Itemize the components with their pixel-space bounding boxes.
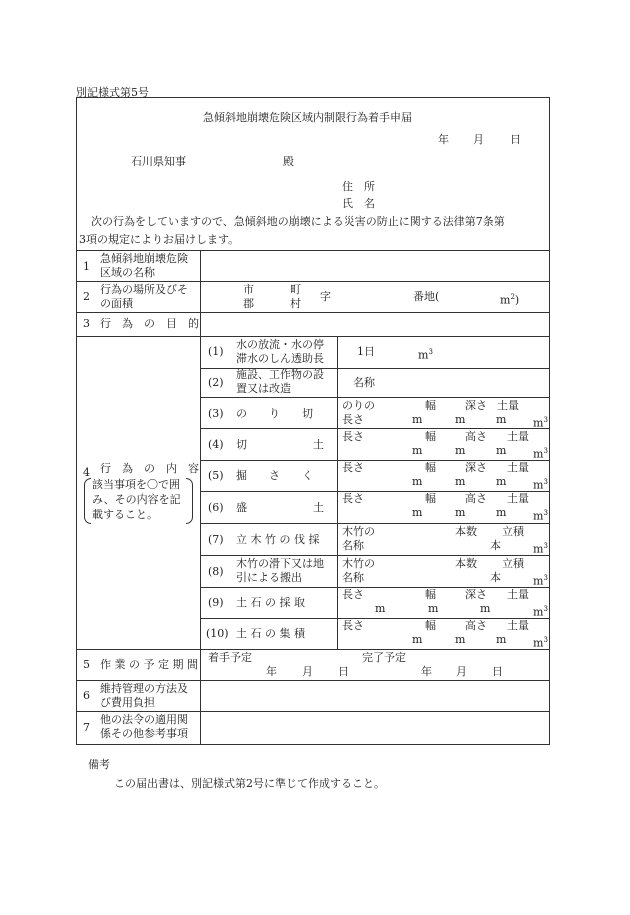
item9-num: (9) [208,596,224,609]
detail7-name: 名称 [342,539,364,552]
detail10-u3: m [496,633,507,646]
honorific: 殿 [283,155,294,168]
row2-gun: 郡 [243,297,254,310]
detail5-u1: m [412,475,423,488]
row6-label-2: び費用負担 [100,696,155,709]
detail1-day: 1日 [357,345,375,358]
remarks-text: この届出書は、別記様式第2号に準じて作成すること。 [114,777,385,790]
detail10-vol: 土量 [507,619,529,632]
detail6-u3: m [496,506,507,519]
detail6-u1: m [412,506,423,519]
item3-label: の り 切 [236,407,313,420]
item1-num: (1) [208,345,224,358]
detail3-u1: m [412,413,423,426]
detail3-u2: m [455,413,466,426]
row5-end-m: 月 [456,665,467,678]
detail7-vol: 立積 [502,525,524,538]
detail9-len: 長さ [342,588,364,601]
detail4-height: 高さ [465,430,487,443]
detail9-u4: $m^3$ [533,605,548,619]
item9-label: 土 石 の 採 取 [236,596,305,609]
detail9-u1: m [375,602,386,615]
detail6-u2: m [455,506,466,519]
row2-area-unit: $m^2$) [500,293,520,307]
row5-end-y: 年 [421,665,432,678]
name-label: 氏 名 [342,197,375,210]
detail3-depth: 深さ [465,399,487,412]
row4-label: 行 為 の 内 容 [100,462,199,475]
item2-label-2: 置又は改造 [236,382,291,395]
detail8-name: 名称 [342,571,364,584]
row5-end-d: 日 [492,665,503,678]
detail5-len: 長さ [342,461,364,474]
detail9-u3: m [480,602,491,615]
row6-num: 6 [83,689,90,702]
date-month: 月 [473,133,484,146]
detail8-a: 木竹の [342,557,375,570]
item10-label: 土 石 の 集 積 [236,627,305,640]
row5-start-d: 日 [338,665,349,678]
detail7-count: 本数 [455,525,477,538]
row5-start-m: 月 [302,665,313,678]
detail6-vol: 土量 [507,492,529,505]
detail9-depth: 深さ [465,588,487,601]
row2-aza: 字 [320,290,331,303]
detail6-len: 長さ [342,492,364,505]
remarks-heading: 備考 [88,758,110,771]
row5-num: 5 [83,658,90,671]
detail6-width: 幅 [425,492,436,505]
form-title: 急傾斜地崩壊危険区域内制限行為着手申届 [203,111,412,124]
detail7-hon: 本 [490,539,501,552]
intro-text-2: 3項の規定によりお届けします。 [79,233,240,246]
detail8-hon: 本 [490,571,501,584]
row7-label-1: 他の法令の適用関 [100,713,188,726]
item2-label-1: 施設、工作物の設 [236,368,324,381]
detail3-a: のりの [342,399,375,412]
detail7-u: $m^3$ [533,542,548,556]
detail6-u4: $m^3$ [533,509,548,523]
detail8-u: $m^3$ [533,574,548,588]
detail8-vol: 立積 [502,557,524,570]
form-frame [76,97,550,745]
detail5-u3: m [496,475,507,488]
row4-note-1: 該当事項を〇で囲 [92,478,180,491]
row3-label: 行 為 の 目 的 [100,317,199,330]
row2-banchi: 番地( [413,290,440,303]
item1-label-1: 水の放流・水の停 [236,338,324,351]
row4-note-3: 載すること。 [92,508,158,521]
row1-label-1: 急傾斜地崩壊危険 [100,252,188,265]
detail5-u4: $m^3$ [533,478,548,492]
item6-label: 盛 土 [236,501,324,514]
date-day: 日 [510,133,521,146]
detail3-len: 長さ [342,413,364,426]
item4-label: 切 土 [236,438,324,451]
item8-label-1: 木竹の滑下又は地 [236,557,324,570]
detail5-vol: 土量 [507,461,529,474]
detail2-name: 名称 [353,376,375,389]
date-year: 年 [438,133,449,146]
row4-note-2: み、その内容を記 [92,493,181,506]
row3-num: 3 [83,317,90,330]
detail9-u2: m [428,602,439,615]
detail6-height: 高さ [465,492,487,505]
detail4-width: 幅 [425,430,436,443]
form-number: 別記様式第5号 [76,86,149,99]
item4-num: (4) [208,438,224,451]
detail4-u3: m [496,444,507,457]
detail10-width: 幅 [425,619,436,632]
row7-label-2: 係その他参考事項 [100,727,188,740]
row2-village: 村 [290,297,301,310]
detail3-u4: $m^3$ [533,416,548,430]
intro-text-1: 次の行為をしていますので、急傾斜地の崩壊による災害の防止に関する法律第7条第 [91,215,505,228]
row5-start: 着手予定 [208,651,252,664]
detail4-vol: 土量 [507,430,529,443]
row2-label-1: 行為の場所及びそ [100,283,188,296]
detail1-unit: $m^3$ [418,348,433,362]
item8-label-2: 引による搬出 [236,571,302,584]
item1-label-2: 滞水のしん透助長 [236,352,324,365]
detail3-vol: 土量 [497,399,519,412]
row5-end: 完了予定 [362,651,406,664]
detail10-u2: m [455,633,466,646]
item3-num: (3) [208,407,224,420]
detail5-width: 幅 [425,461,436,474]
item5-label: 掘 さ く [236,469,313,482]
detail7-a: 木竹の [342,525,375,538]
row2-town: 町 [290,283,301,296]
item6-num: (6) [208,501,224,514]
address-label: 住 所 [342,180,375,193]
item7-num: (7) [208,533,224,546]
item5-num: (5) [208,469,224,482]
detail5-u2: m [455,475,466,488]
row1-label-2: 区域の名称 [100,266,155,279]
governor-label: 石川県知事 [131,155,186,168]
row7-num: 7 [83,721,90,734]
detail3-u3: m [496,413,507,426]
detail10-u4: $m^3$ [533,636,548,650]
row1-num: 1 [83,260,90,273]
detail4-len: 長さ [342,430,364,443]
item7-label: 立 木 竹 の 伐 採 [236,533,320,546]
detail9-width: 幅 [425,588,436,601]
row2-label-2: の面積 [100,297,133,310]
detail9-vol: 土量 [507,588,529,601]
item2-num: (2) [208,376,224,389]
row5-start-y: 年 [266,665,277,678]
row6-label-1: 維持管理の方法及 [100,682,188,695]
detail10-len: 長さ [342,619,364,632]
detail8-count: 本数 [455,557,477,570]
detail4-u4: $m^3$ [533,447,548,461]
row4-num: 4 [83,466,90,479]
detail10-u1: m [412,633,423,646]
item10-num: (10) [206,627,229,640]
detail3-width: 幅 [425,399,436,412]
row5-label: 作 業 の 予 定 期 間 [100,658,198,671]
detail5-depth: 深さ [465,461,487,474]
detail10-height: 高さ [465,619,487,632]
detail4-u1: m [412,444,423,457]
row2-city: 市 [243,283,254,296]
row2-num: 2 [83,290,90,303]
item8-num: (8) [208,565,224,578]
detail4-u2: m [455,444,466,457]
